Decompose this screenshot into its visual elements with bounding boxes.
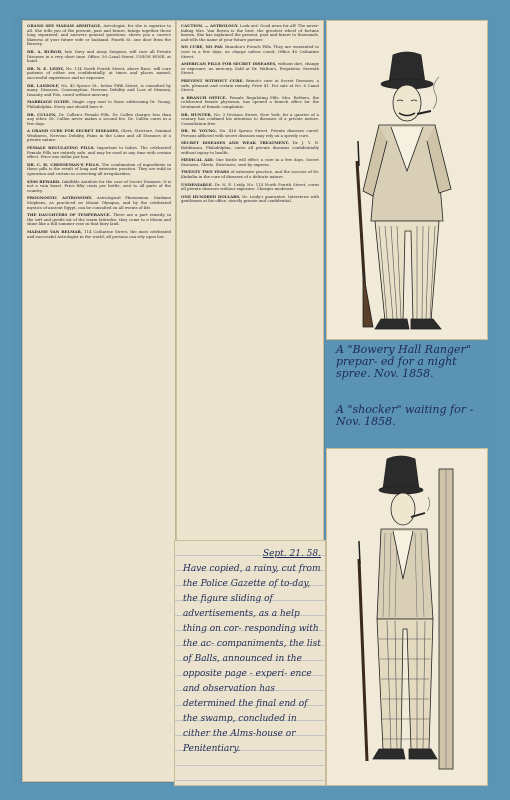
ad-heading: MADAME VAN BELMAR,: [27, 228, 85, 234]
engraving-ranger: [326, 20, 488, 340]
handwritten-note: [174, 540, 326, 786]
ad-heading: $500 REWARD.: [27, 178, 62, 184]
engraving-shocker: [326, 448, 488, 786]
ad-body: Dr. Leidy's guarantee. Interviews with gentlemen at his office, strictly private and confidential.: [181, 193, 320, 204]
ad-heading: ONE HUNDRED DOLLARS.: [181, 193, 243, 199]
ad-item: [27, 213, 171, 227]
ad-heading: TWENTY TWO YEARS: [181, 169, 231, 175]
ad-heading: A BRANCH OFFICE.: [181, 94, 230, 100]
ad-item: [181, 79, 319, 93]
ad-heading: SECRET DISEASES AND WEAK TREATMENT.: [181, 140, 293, 146]
ad-heading: PROGNOSTIC ASTRONOMY.: [27, 195, 97, 201]
ad-heading: A GRAND CURE FOR SECRET DISEASES,: [27, 128, 121, 134]
caption-bottom: A "shocker" waiting for - Nov. 1858.: [336, 403, 474, 428]
ad-body: Dr. Cullen's Female Pills, Dr. Cullen charges less than any other. Dr. Cullen never makes a second fee. Dr. Cullen cures in a few days.: [27, 111, 171, 126]
ad-heading: DR. HUNTER,: [181, 111, 214, 117]
ad-heading: DR. LANDOLF,: [27, 82, 62, 88]
ad-item: [27, 24, 171, 47]
ad-body: One bottle will effect a cure in a few days. Secret Diseases, Gleets, Strictures, sent by express.: [181, 157, 319, 167]
ad-body: 114 Catharine Street, the most celebrated and successful Astrologist in the world; all persons can rely upon her.: [27, 228, 171, 239]
ad-heading: PREVENT WITHOUT CURE.: [181, 77, 247, 83]
ad-item: [27, 67, 171, 81]
note-text: [183, 547, 321, 757]
ranger-illustration-icon: [327, 21, 487, 339]
ad-body: without diet, change or exposure; no mercury. Sold at Dr. Walton's, Proprietor, Seventh Street.: [181, 61, 319, 76]
ad-heading: DR. W. YOUNG.: [181, 128, 220, 134]
ad-item: [181, 113, 319, 127]
ad-item: [27, 146, 171, 160]
ad-item: [27, 230, 171, 239]
ad-body: No. 114 North Fourth Street, above Race, will cure patients of either sex confidentially, at times and places named, successful experience and no exposure.: [27, 65, 171, 80]
ad-item: [27, 84, 171, 98]
ad-heading: THE DAUGHTERS OF TEMPERANCE.: [27, 212, 114, 218]
newspaper-clipping-middle: [176, 20, 324, 554]
ad-body: Important to ladies. The celebrated Female Pills are entirely safe, and may be used at any time with certain effect. Price one dollar per box.: [27, 145, 171, 160]
ad-heading: FEMALE REGULATING PILLS.: [27, 145, 98, 151]
ad-body: Brinot's cure at Secret Diseases; a safe, pleasant and certain remedy. Price $1. For sale at No. 6 Canal Street.: [181, 77, 319, 93]
ad-body: There are a part remedy, in the soft and gentle air of the warm latitudes; they come to a bloom and shine like a full summer rose in that fairy land.: [27, 212, 171, 227]
ad-item: [181, 96, 319, 110]
ad-body: No. 43 Spruce St., below Fifth Street, is consulted by many. Diseases, Consumption, Nervous Debility and Loss of Memory, Insanity and Fits, cured without mercury.: [27, 82, 171, 97]
ad-item: [27, 163, 171, 177]
ad-item: [181, 158, 319, 167]
shocker-illustration-icon: [327, 449, 487, 785]
ad-heading: MARRIAGE GUIDE.: [27, 99, 73, 105]
ad-body: The combination of ingredients in these pills is the result of long and extensive practice. They are mild in operation and certain in correcting all irregularities.: [27, 161, 171, 177]
ad-body: Astrological Phenomena. Madame Stephens, as practiced on Mount Olympus, and by the celebrated mystics of ancient Egypt, can be consulted on all events of life.: [27, 195, 172, 210]
ad-body: of extensive practice, and the success of Dr. Kinkelin in the cure of diseases of a delicate nature.: [181, 169, 319, 180]
ad-item: [27, 113, 171, 127]
ad-heading: DR. N. E. LEIDY,: [27, 65, 66, 71]
ad-body: No. 416 Spruce Street. Private diseases cured. Persons afflicted with secret diseases may rely on a speedy cure.: [181, 128, 320, 138]
ad-heading: DR. C. H. CHEESEMAN'S PILLS.: [27, 161, 102, 167]
ad-item: [181, 45, 319, 59]
ad-heading: DR. A. BURGH,: [27, 48, 65, 54]
ad-body: Look out! Good news for all! The never-failing Mrs. Van Boven is the best, the greatest wheel of fortune known. She has explained the present, past and future to thousands, and tells the name of your future partner.: [181, 23, 320, 42]
ad-body: Astrologist, for she is superior to all. She tells you of the present, past and future, brings together those long separated, and answers general questions; shows you a correct likeness of your future wife or husband. Fourth St. one door from the Bowery.: [27, 23, 171, 47]
ad-body: No. 3 Division Street, New York, for a quarter of a century has confined his attention to diseases of a private nature. Consultation free.: [181, 111, 319, 126]
ad-heading: CAUTION. — ASTROLOGY.: [181, 23, 240, 28]
ad-body: Gleet, Stricture, Seminal Weakness, Nervous Debility, Pains in the Loins and all Diseases of a private nature.: [27, 128, 171, 143]
newspaper-clipping-left: [22, 20, 176, 782]
ad-item: [181, 195, 319, 204]
ad-heading: MEDICAL AID.: [181, 157, 216, 163]
ad-heading: DR. CULLEN,: [27, 111, 59, 117]
ad-heading: GRAND SEE MADAM ARMITAGE,: [27, 23, 104, 28]
ad-column-2: [177, 21, 323, 210]
ad-item: [27, 180, 171, 194]
ad-item: [27, 50, 171, 64]
ad-item: [181, 170, 319, 179]
ad-heading: UNDENIABLE.: [181, 181, 215, 187]
ad-body: late Navy and Army Surgeon, will cure all Private Diseases in a very short time. Office, 50 Canal Street. UNION HOSE, at hand.: [27, 48, 171, 64]
note-body: Have copied, a rainy, cut from the Police Gazette of to-day, the figure sliding of advertisements, as a help thing on cor- responding with the ac- companiments, the list of Balls, announced in the opposite page - experi- ence and observation has determined the final end of the swamp, concluded in cither the Alms-house or Penitentiary.: [183, 564, 321, 754]
ad-column-1: [23, 21, 175, 245]
ad-body: Single copy sent to those addressing Dr. Young, Philadelphia. Every one should have it.: [27, 99, 171, 109]
caption-top: A "Bowery Hall Ranger" prepar- ed for a night spree. Nov. 1858.: [336, 343, 471, 380]
note-date: Sept. 21. 58.: [262, 549, 321, 559]
ad-heading: NO CURE, NO PAY.: [181, 44, 226, 50]
ad-body: Dr. J. Y. N. Robbinson, Philadelphia, cures all private diseases confidentially without injury to health.: [181, 140, 319, 155]
ad-body: Infallible Antidote for the cure of Secret Diseases. It is not a vain boast. Price fifty cents per bottle, sent to all parts of the country.: [27, 178, 171, 193]
ad-item: [181, 62, 319, 76]
ad-body: Dr. N. E. Leidy, No. 114 North Fourth Street, cures all private diseases without exposure. Charges moderate.: [181, 181, 319, 192]
ad-item: [27, 100, 171, 109]
ad-body: Brandon's French Pills. They are warranted to cure in a few days; no charge unless cured. Office 40 Catharine Street.: [181, 44, 320, 59]
ad-item: [181, 141, 319, 155]
ad-body: Female Regulating Pills. Mrs. Rethers, the celebrated female physician, has opened a branch office for the treatment of female complaints.: [181, 94, 319, 109]
ad-item: [27, 196, 171, 210]
ad-heading: AMERICAN PILLS FOR SECRET DISEASES,: [181, 61, 278, 67]
ad-item: [27, 129, 171, 143]
ad-item: [181, 129, 319, 138]
ad-item: [181, 183, 319, 192]
ad-item: [181, 24, 319, 42]
